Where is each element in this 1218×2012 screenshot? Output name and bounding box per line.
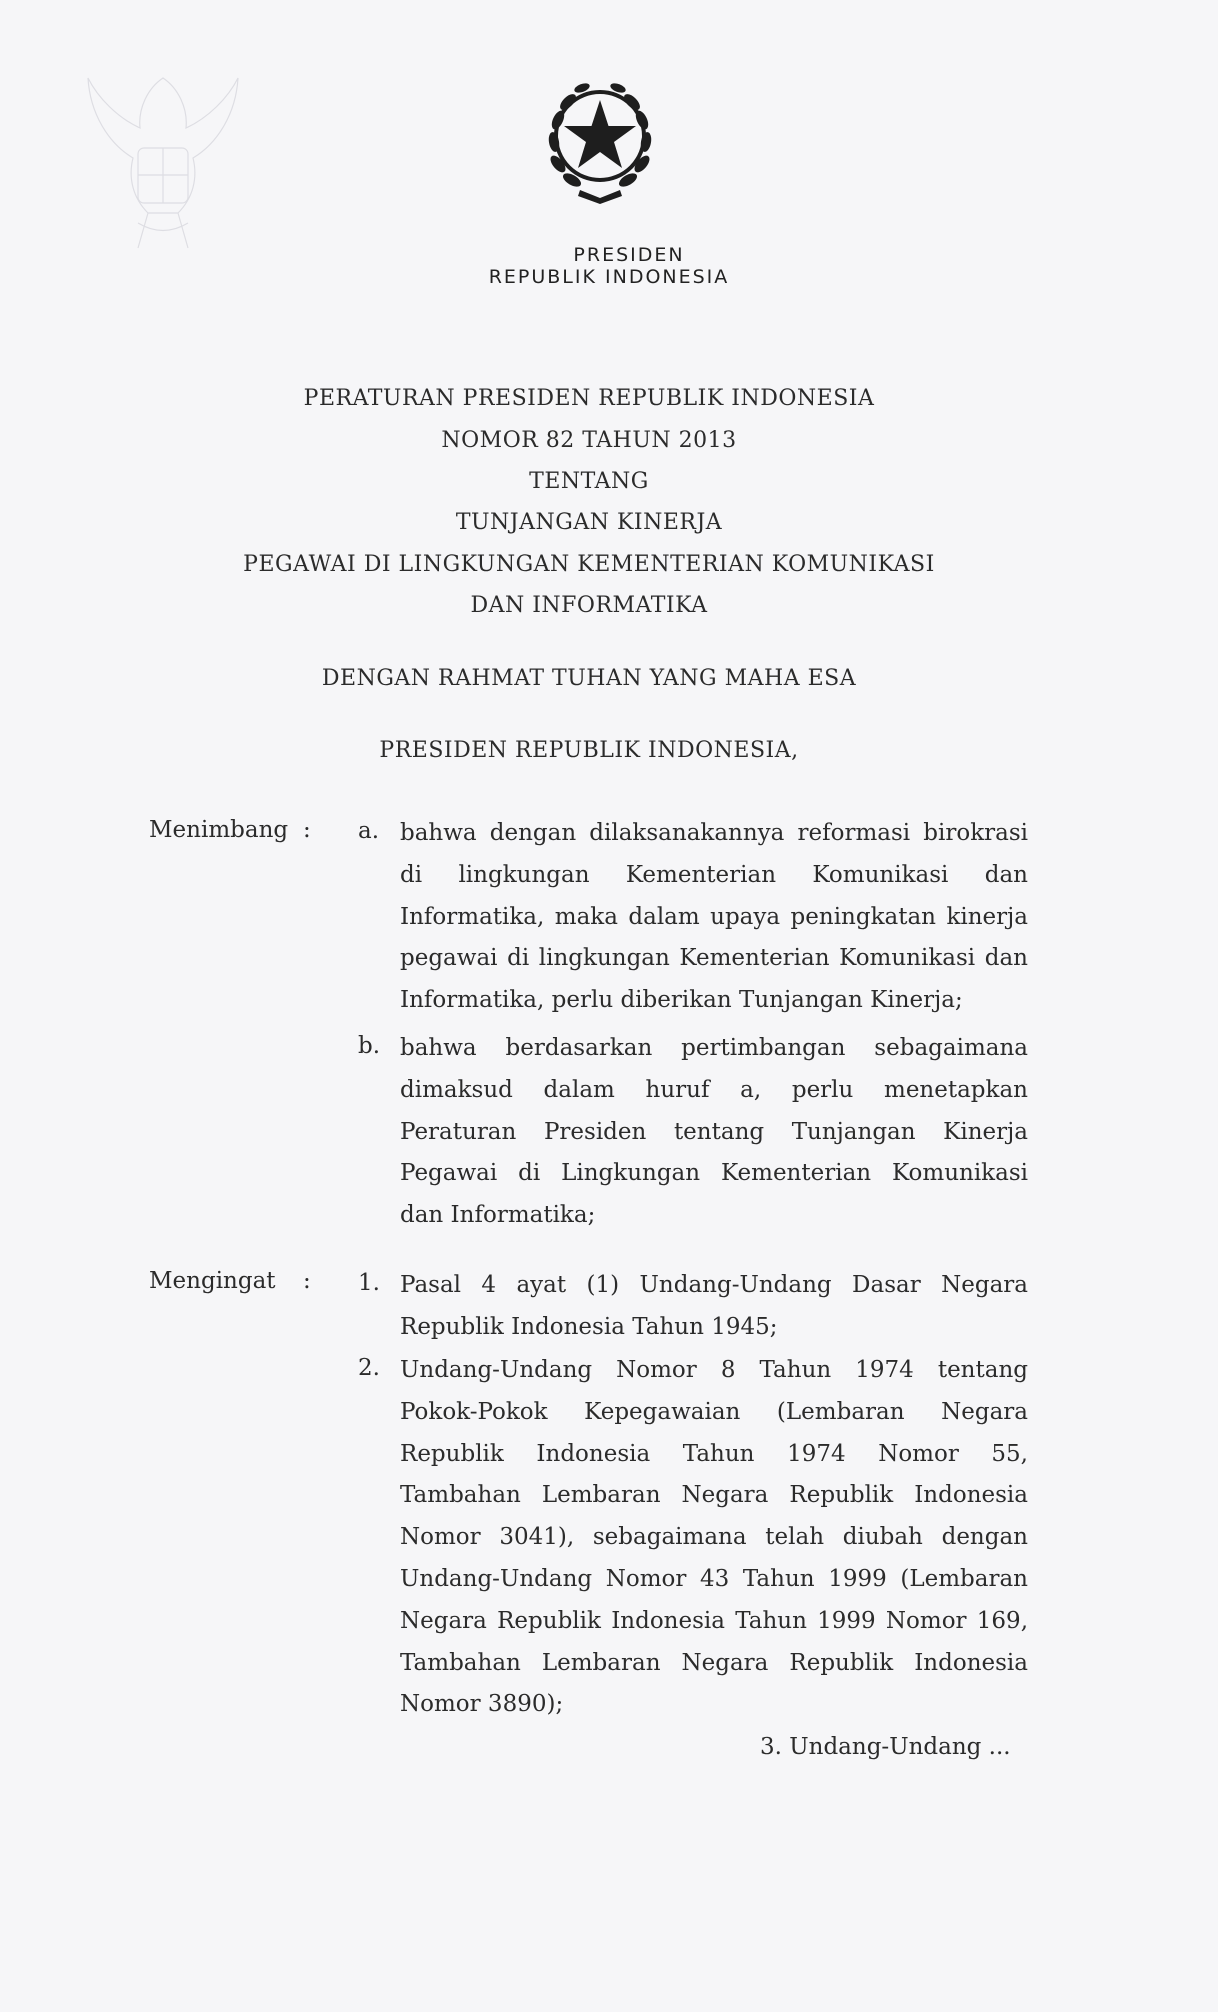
- text-line: Pokok-Pokok Kepegawaian (Lembaran Negara: [400, 1398, 1028, 1425]
- title-line-3: TENTANG: [529, 469, 649, 494]
- title-line-5: PEGAWAI DI LINGKUNGAN KEMENTERIAN KOMUNIKASI: [243, 552, 935, 577]
- text-line: Pasal 4 ayat (1) Undang-Undang Dasar Negara: [400, 1272, 1028, 1298]
- presidential-star-seal-icon: [530, 72, 670, 212]
- text-line: Republik Indonesia Tahun 1974 Nomor 55,: [400, 1440, 1028, 1467]
- title-line-1: PERATURAN PRESIDEN REPUBLIK INDONESIA: [303, 386, 875, 411]
- mengingat-marker-1: 1.: [358, 1270, 380, 1296]
- text-line: Tambahan Lembaran Negara Republik Indonesia: [400, 1482, 1028, 1509]
- text-line: dan Informatika;: [400, 1202, 596, 1229]
- text-line: pegawai di lingkungan Kementerian Komunikasi dan: [400, 945, 1028, 972]
- mengingat-item-2: [400, 1350, 1028, 1726]
- text-line: Nomor 3890);: [400, 1691, 564, 1718]
- menimbang-colon: :: [303, 817, 311, 843]
- mengingat-marker-2: 2.: [358, 1355, 380, 1381]
- menimbang-marker-a: a.: [358, 818, 380, 844]
- text-line: Informatika, maka dalam upaya peningkatan kinerja: [400, 903, 1028, 930]
- menimbang-label: Menimbang: [149, 817, 289, 843]
- title-line-4: TUNJANGAN KINERJA: [455, 510, 723, 535]
- text-line: Informatika, perlu diberikan Tunjangan Kinerja;: [400, 987, 963, 1014]
- header-republik-indonesia: REPUBLIK INDONESIA: [488, 266, 730, 288]
- mengingat-item-1: [400, 1265, 1028, 1349]
- text-line: di lingkungan Kementerian Komunikasi dan: [400, 861, 1028, 888]
- text-line: Republik Indonesia Tahun 1945;: [400, 1313, 778, 1340]
- mengingat-colon: :: [303, 1268, 311, 1294]
- menimbang-item-a: [400, 813, 1028, 1022]
- title-line-2: NOMOR 82 TAHUN 2013: [441, 428, 737, 453]
- text-line: dimaksud dalam huruf a, perlu menetapkan: [400, 1076, 1028, 1103]
- menimbang-marker-b: b.: [358, 1033, 381, 1059]
- garuda-emblem-icon: [78, 58, 248, 258]
- invocation: DENGAN RAHMAT TUHAN YANG MAHA ESA: [321, 666, 857, 691]
- text-line: Peraturan Presiden tentang Tunjangan Kinerja: [400, 1118, 1028, 1145]
- text-line: Undang-Undang Nomor 43 Tahun 1999 (Lembaran: [400, 1565, 1028, 1592]
- text-line: Tambahan Lembaran Negara Republik Indonesia: [400, 1649, 1028, 1676]
- text-line: Undang-Undang Nomor 8 Tahun 1974 tentang: [400, 1357, 1028, 1383]
- issuer: PRESIDEN REPUBLIK INDONESIA,: [379, 738, 799, 763]
- text-line: bahwa dengan dilaksanakannya reformasi birokrasi: [400, 820, 1028, 846]
- text-line: Pegawai di Lingkungan Kementerian Komunikasi: [400, 1160, 1028, 1187]
- mengingat-label: Mengingat: [149, 1268, 276, 1294]
- text-line: bahwa berdasarkan pertimbangan sebagaimana: [400, 1035, 1028, 1061]
- continuation-note: 3. Undang-Undang ...: [760, 1734, 1011, 1760]
- header-presiden: PRESIDEN: [573, 244, 685, 266]
- title-line-6: DAN INFORMATIKA: [470, 593, 708, 618]
- text-line: Nomor 3041), sebagaimana telah diubah dengan: [400, 1524, 1028, 1551]
- menimbang-item-b: [400, 1028, 1028, 1237]
- text-line: Negara Republik Indonesia Tahun 1999 Nomor 169,: [400, 1607, 1028, 1634]
